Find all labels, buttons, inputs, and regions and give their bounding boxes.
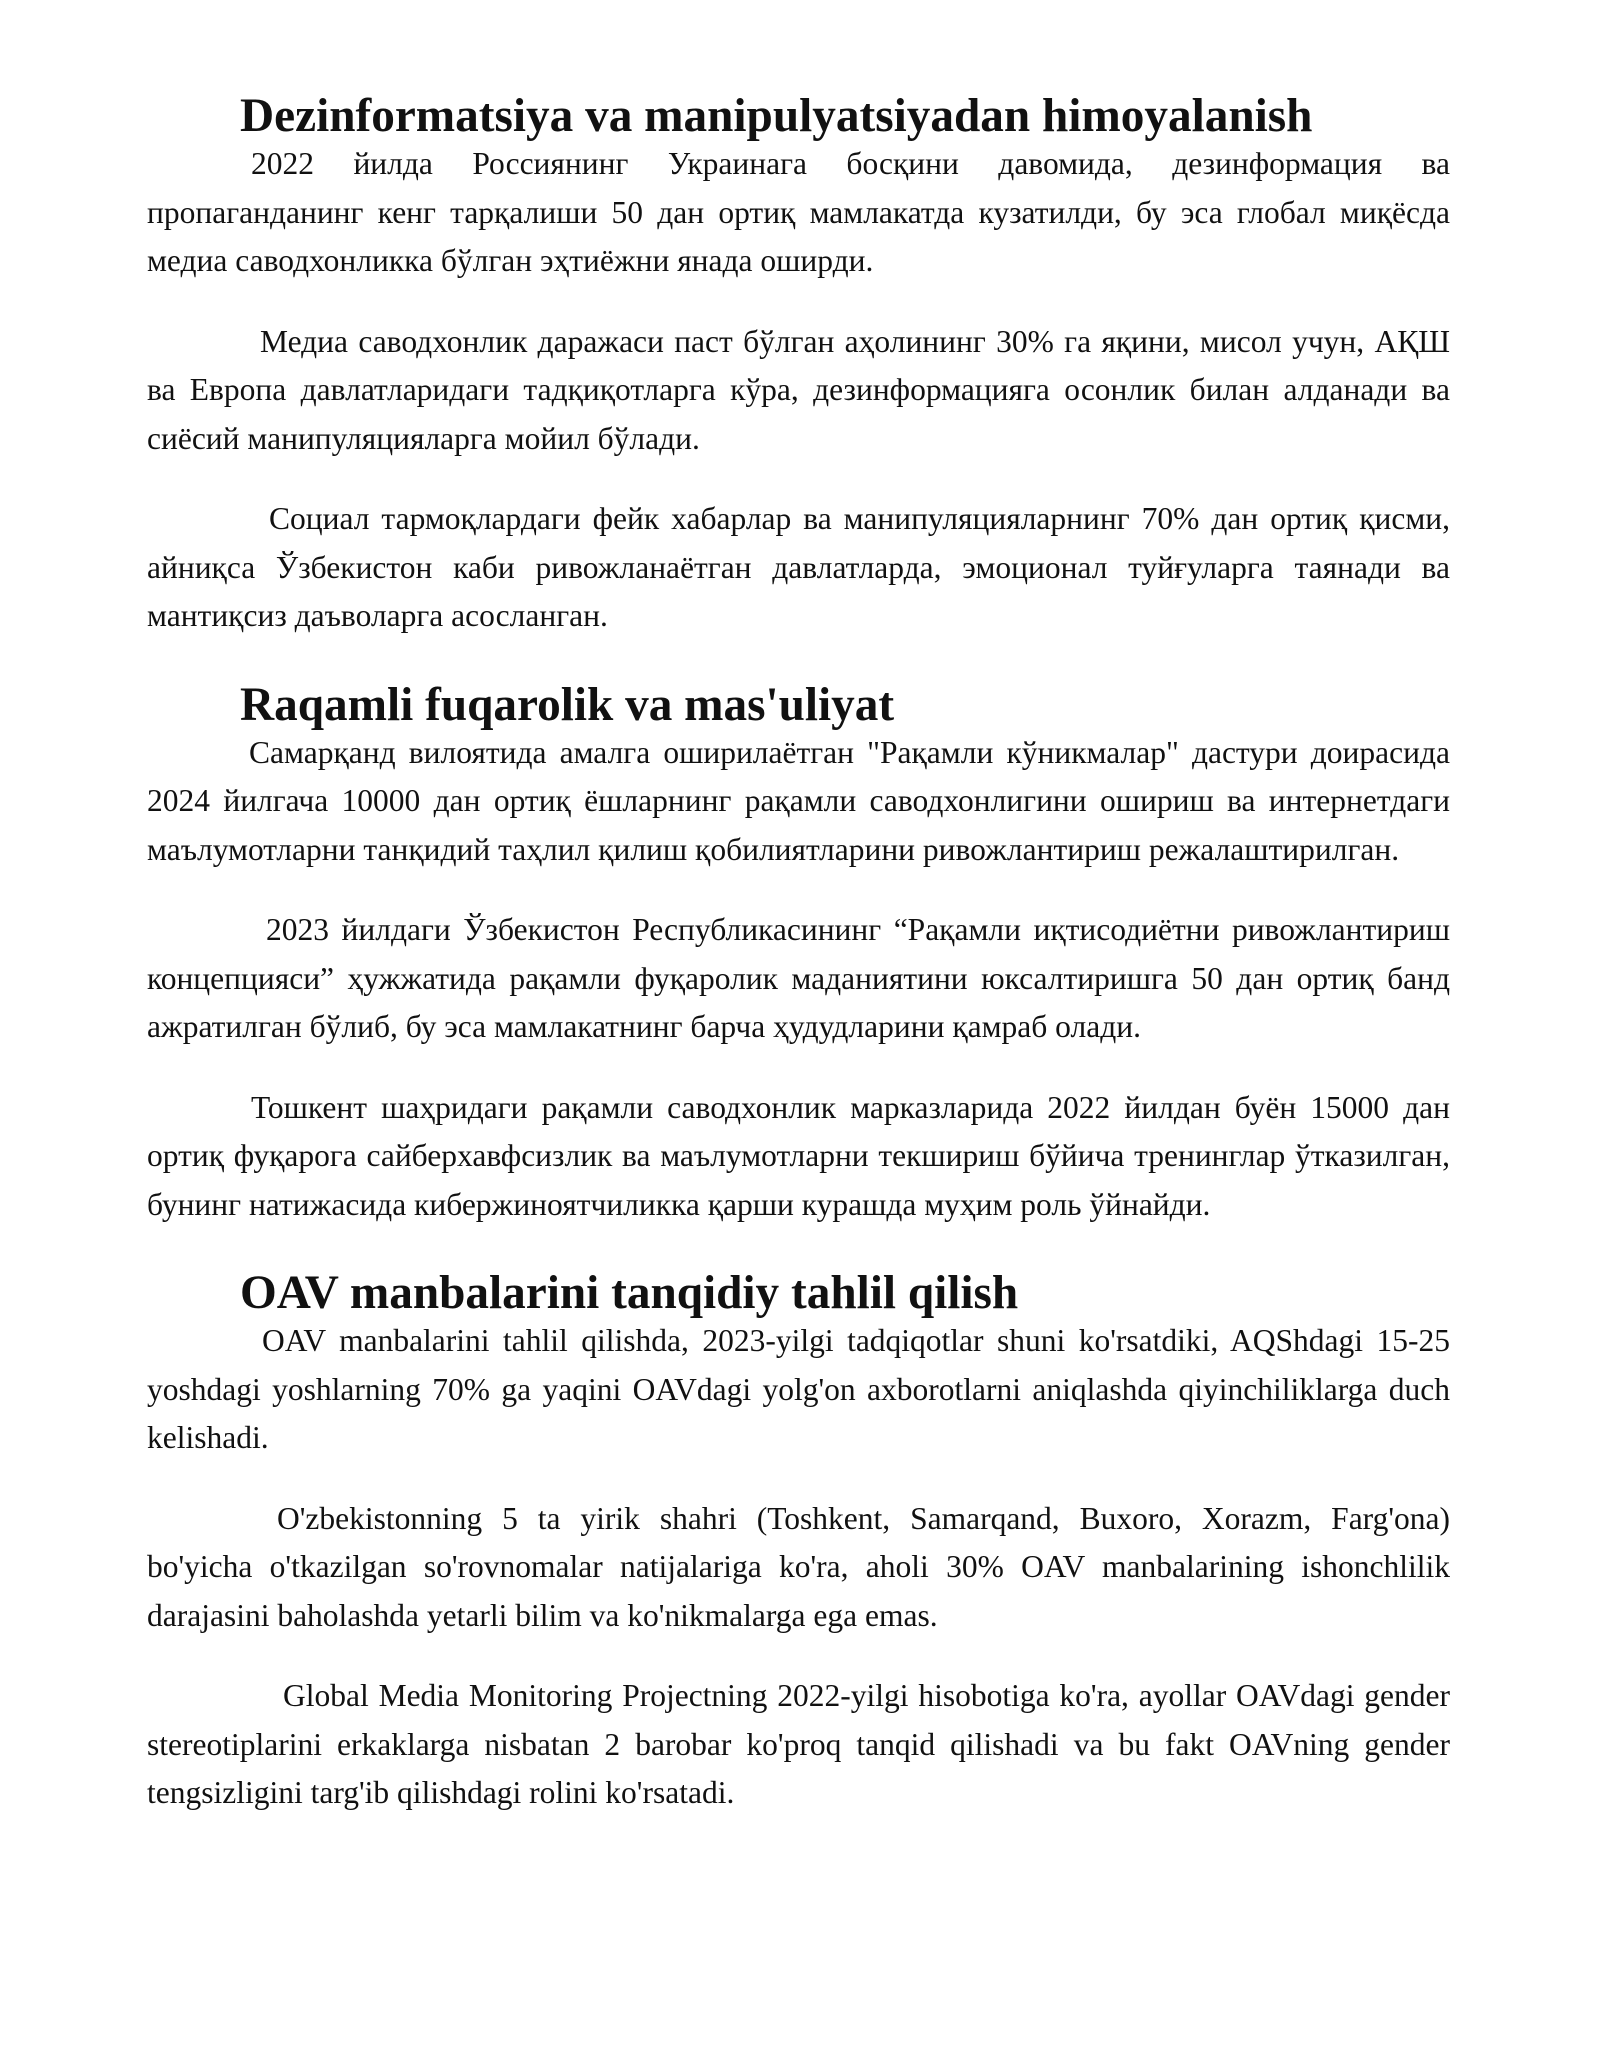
paragraph: Самарқанд вилоятида амалга оширилаётган "Рақамли кўникмалар" дастури доирасида 2024 йилгача 10000 дан ортиқ ёшларнинг рақамли саводхонлигини ошириш ва интернетдаги маълумотларни танқидий таҳлил қилиш қобилиятларини ривожлантириш режалаштирилган. (147, 734, 1450, 867)
section-heading-disinformation: Dezinformatsiya va manipulyatsiyadan himoyalanish (240, 90, 1313, 142)
paragraph: O'zbekistonning 5 ta yirik shahri (Toshkent, Samarqand, Buxoro, Xorazm, Farg'ona) bo'yicha o'tkazilgan so'rovnomalar natijalariga ko'ra, aholi 30% OAV manbalarining ishonchlilik darajasini baholashda yetarli bilim va ko'nikmalarga ega emas. (147, 1500, 1450, 1633)
paragraph: OAV manbalarini tahlil qilishda, 2023-yilgi tadqiqotlar shuni ko'rsatdiki, AQShdagi 15-25 yoshdagi yoshlarning 70% ga yaqini OAVdagi yolg'on axborotlarni aniqlashda qiyinchiliklarga duch kelishadi. (147, 1323, 1450, 1455)
document-page (147, 92, 1450, 1818)
paragraph: Global Media Monitoring Projectning 2022-yilgi hisobotiga ko'ra, ayollar OAVdagi gender stereotiplarini erkaklarga nisbatan 2 barobar ko'proq tanqid qilishadi va bu fakt OAVning gender tengsizligini targ'ib qilishdagi rolini ko'rsatadi. (147, 1678, 1450, 1810)
paragraph: 2022 йилда Россиянинг Украинага босқини давомида, дезинформация ва пропаганданинг кенг тарқалиши 50 дан ортиқ мамлакатда кузатилди, бу эса глобал миқёсда медиа саводхонликка бўлган эҳтиёжни янада оширди. (147, 146, 1450, 278)
paragraph: Социал тармоқлардаги фейк хабарлар ва манипуляцияларнинг 70% дан ортиқ қисми, айниқса Ўзбекистон каби ривожланаётган давлатларда, эмоционал туйғуларга таянади ва мантиқсиз даъволарга асосланган. (147, 501, 1450, 633)
paragraph: 2023 йилдаги Ўзбекистон Республикасининг “Рақамли иқтисодиётни ривожлантириш концепцияси” ҳужжатида рақамли фуқаролик маданиятини юксалтиришга 50 дан ортиқ банд ажратилган бўлиб, бу эса мамлакатнинг барча ҳудудларини қамраб олади. (147, 912, 1450, 1044)
section-heading-digital-citizenship: Raqamli fuqarolik va mas'uliyat (240, 678, 895, 731)
paragraph: Тошкент шаҳридаги рақамли саводхонлик марказларида 2022 йилдан буён 15000 дан ортиқ фуқарога сайберхавфсизлик ва маълумотларни текшириш бўйича тренинглар ўтказилган, бунинг натижасида кибержиноятчиликка қарши курашда муҳим роль ўйнайди. (147, 1089, 1450, 1222)
section-heading-media-analysis: OAV manbalarini tanqidiy tahlil qilish (240, 1267, 1019, 1319)
paragraph: Медиа саводхонлик даражаси паст бўлган аҳолининг 30% га яқини, мисол учун, АҚШ ва Европа давлатларидаги тадқиқотларга кўра, дезинформацияга осонлик билан алданади ва сиёсий манипуляцияларга мойил бўлади. (147, 323, 1450, 456)
